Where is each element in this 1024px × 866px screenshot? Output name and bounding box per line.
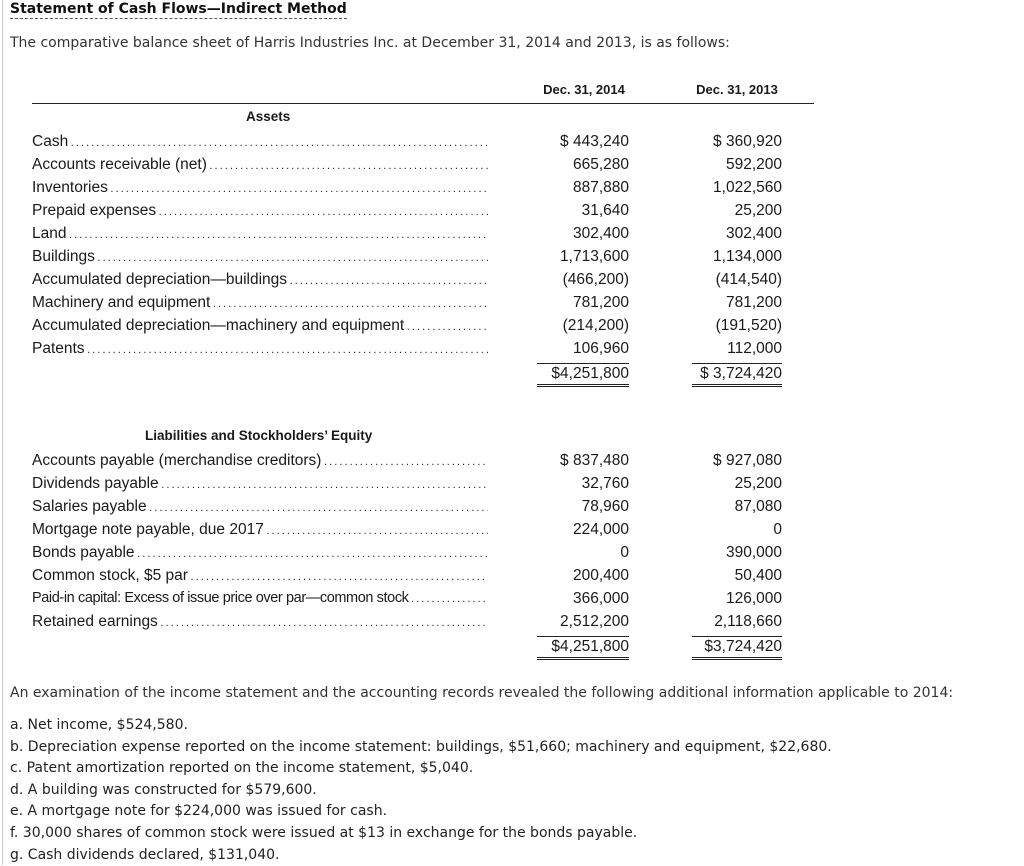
additional-info-list <box>10 715 832 866</box>
liabilities-heading: Liabilities and Stockholders’ Equity <box>145 428 373 443</box>
value-2013: 302,400 <box>725 225 782 242</box>
value-2014: 887,880 <box>572 179 629 196</box>
table-row <box>32 521 792 544</box>
left-border <box>2 0 3 865</box>
row-label: Land . . . <box>32 225 488 243</box>
value-2014: (214,200) <box>562 317 629 334</box>
value-2014: 0 <box>620 544 629 561</box>
header-rule <box>32 103 814 104</box>
total-2014: $4,251,800 <box>537 363 629 387</box>
list-item: c. Patent amortization reported on the income statement, $5,040. <box>10 760 474 777</box>
value-2014: (466,200) <box>562 271 629 288</box>
row-label: Dividends payable . . . <box>32 475 488 493</box>
table-row <box>32 156 792 179</box>
table-row <box>32 294 792 317</box>
value-2013: 781,200 <box>725 294 782 311</box>
row-label: Machinery and equipment . . . <box>32 294 488 312</box>
table-row <box>32 475 792 498</box>
row-label: Retained earnings . . . <box>32 613 488 631</box>
additional-info-intro: An examination of the income statement and the accounting records revealed the following additional information applicable to 2014: <box>10 685 954 701</box>
intro-text: The comparative balance sheet of Harris Industries Inc. at December 31, 2014 and 2013, is as follows: <box>10 35 730 51</box>
value-2013: 1,134,000 <box>713 248 782 265</box>
value-2014: 224,000 <box>572 521 629 538</box>
value-2013: (191,520) <box>715 317 782 334</box>
value-2014: 366,000 <box>572 590 629 607</box>
value-2014: 78,960 <box>581 498 629 515</box>
list-item: e. A mortgage note for $224,000 was issued for cash. <box>10 803 388 820</box>
row-label: Bonds payable . . . <box>32 544 488 562</box>
list-item: b. Depreciation expense reported on the income statement: buildings, $51,660; machinery and equipment, $22,680. <box>10 738 832 755</box>
total-2013: $3,724,420 <box>692 636 782 660</box>
page-title: Statement of Cash Flows—Indirect Method <box>10 1 347 17</box>
list-item: f. 30,000 shares of common stock were issued at $13 in exchange for the bonds payable. <box>10 824 638 841</box>
total-2013: $ 3,724,420 <box>692 363 782 387</box>
row-label: Accumulated depreciation—buildings . . . <box>32 271 488 289</box>
value-2013: 390,000 <box>725 544 782 561</box>
table-row <box>32 590 792 613</box>
row-label: Mortgage note payable, due 2017 . . . <box>32 521 488 539</box>
table-row <box>32 613 792 636</box>
value-2014: 665,280 <box>572 156 629 173</box>
table-row <box>32 248 792 271</box>
table-row <box>32 452 792 475</box>
table-row <box>32 340 792 363</box>
value-2014: 781,200 <box>572 294 629 311</box>
assets-heading: Assets <box>246 109 291 124</box>
table-row <box>32 317 792 340</box>
value-2013: 50,400 <box>734 567 782 584</box>
value-2013: 126,000 <box>725 590 782 607</box>
column-header-2013: Dec. 31, 2013 <box>696 82 778 97</box>
table-row <box>32 179 792 202</box>
value-2013: (414,540) <box>715 271 782 288</box>
row-label: Paid-in capital: Excess of issue price over par—common stock . . . <box>32 590 488 606</box>
value-2014: 106,960 <box>572 340 629 357</box>
table-row <box>32 202 792 225</box>
total-row <box>32 363 792 386</box>
row-label: Accumulated depreciation—machinery and equipment . . . <box>32 317 488 335</box>
table-row <box>32 567 792 590</box>
value-2014: $ 443,240 <box>560 133 629 150</box>
table-row <box>32 225 792 248</box>
value-2014: 200,400 <box>572 567 629 584</box>
row-label: Inventories . . . <box>32 179 488 197</box>
total-row <box>32 636 792 659</box>
value-2014: 302,400 <box>572 225 629 242</box>
table-row <box>32 271 792 294</box>
value-2013: 592,200 <box>725 156 782 173</box>
row-label: Accounts receivable (net) . . . <box>32 156 488 174</box>
value-2013: $ 360,920 <box>713 133 782 150</box>
value-2014: 32,760 <box>581 475 629 492</box>
total-2014: $4,251,800 <box>537 636 629 660</box>
column-header-2014: Dec. 31, 2014 <box>543 82 625 97</box>
value-2013: 25,200 <box>734 202 782 219</box>
list-item: g. Cash dividends declared, $131,040. <box>10 846 280 863</box>
row-label: Salaries payable . . . <box>32 498 488 516</box>
table-row <box>32 133 792 156</box>
table-row <box>32 544 792 567</box>
value-2013: 0 <box>773 521 782 538</box>
value-2013: 112,000 <box>727 340 782 357</box>
row-label: Accounts payable (merchandise creditors) . . . <box>32 452 488 470</box>
row-label: Common stock, $5 par . . . <box>32 567 488 585</box>
row-label: Patents . . . <box>32 340 488 358</box>
list-item: a. Net income, $524,580. <box>10 717 188 733</box>
table-row <box>32 498 792 521</box>
value-2013: 87,080 <box>734 498 782 515</box>
value-2014: 2,512,200 <box>560 613 629 630</box>
value-2014: 1,713,600 <box>560 248 629 265</box>
value-2013: 2,118,660 <box>714 613 782 630</box>
value-2014: 31,640 <box>581 202 629 219</box>
value-2013: $ 927,080 <box>713 452 782 469</box>
value-2014: $ 837,480 <box>560 452 629 469</box>
value-2013: 1,022,560 <box>713 179 782 196</box>
list-item: d. A building was constructed for $579,600. <box>10 781 317 798</box>
value-2013: 25,200 <box>734 475 782 492</box>
row-label: Buildings . . . <box>32 248 488 266</box>
row-label: Prepaid expenses . . . <box>32 202 488 220</box>
row-label: Cash . . . <box>32 133 488 151</box>
